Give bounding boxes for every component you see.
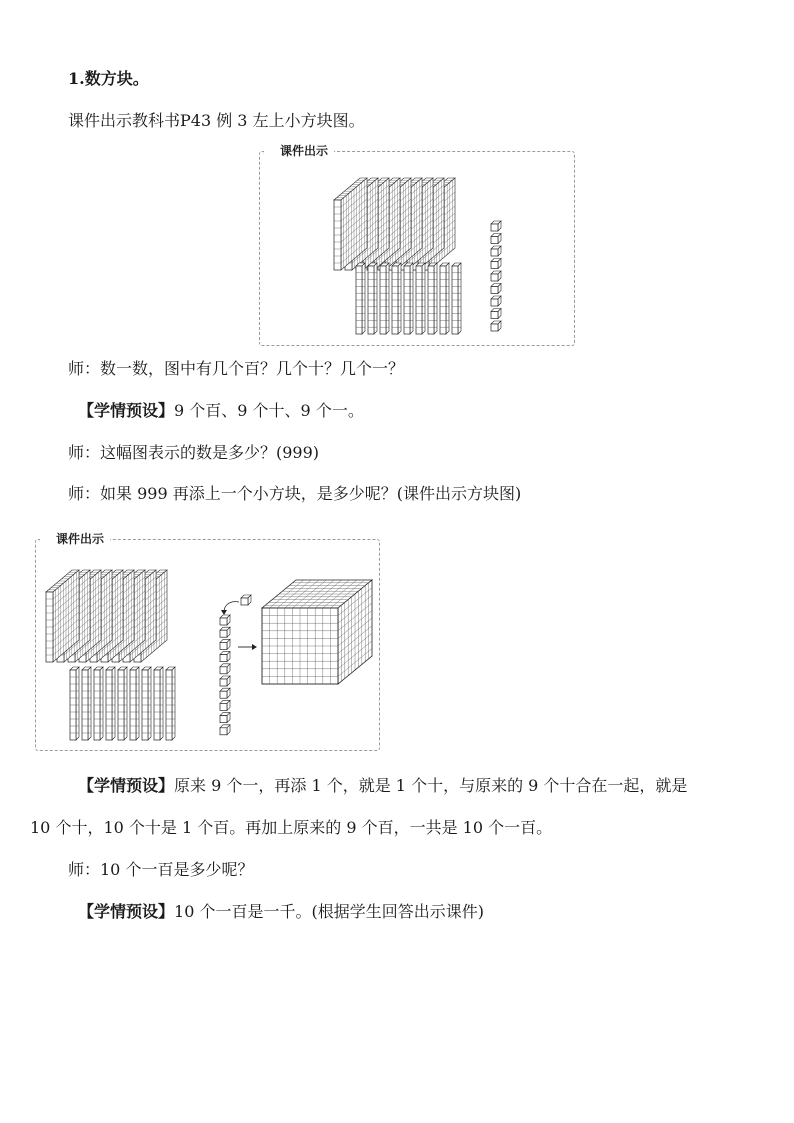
unit-cube	[491, 321, 501, 331]
answer-1-text: 9 个百、9 个十、9 个一。	[174, 401, 364, 420]
ten-rod	[106, 667, 115, 740]
unit-cube	[491, 284, 501, 294]
unit-cube	[220, 688, 230, 698]
unit-cube	[220, 639, 230, 649]
intro-text: 课件出示教科书P43 例 3 左上小方块图。	[68, 111, 365, 130]
unit-cube	[491, 246, 501, 256]
answer-2-line-2: 10 个十，10 个十是 1 个百。再加上原来的 9 个百，一共是 10 个一百。	[30, 818, 553, 837]
unit-cube	[491, 271, 501, 281]
question-1: 师：数一数，图中有几个百？几个十？几个一？	[68, 359, 405, 378]
section-title: 1.数方块。	[68, 69, 149, 88]
ten-rod	[392, 263, 401, 334]
answer-1	[78, 400, 364, 422]
unit-cube	[220, 652, 230, 662]
blocks-figure-1000	[36, 540, 379, 750]
courseware-panel-2	[35, 532, 380, 751]
ten-rod	[416, 263, 425, 334]
ten-rod	[118, 667, 127, 740]
answer-2-line-1	[78, 775, 687, 797]
ten-rod	[154, 667, 163, 740]
thousand-cube	[262, 580, 372, 684]
unit-cube	[220, 700, 230, 710]
panel-tag: 课件出示	[40, 528, 110, 550]
question-4: 师：10 个一百是多少呢？	[68, 860, 254, 879]
ten-rod	[452, 263, 461, 334]
courseware-panel-1	[259, 144, 575, 346]
preset-tag: 【学情预设】	[78, 902, 175, 921]
answer-3-text: 10 个一百是一千。(根据学生回答出示课件)	[174, 902, 484, 921]
question-3: 师：如果 999 再添上一个小方块，是多少呢？(课件出示方块图)	[68, 484, 522, 503]
added-unit-cube	[241, 595, 251, 605]
ten-rod	[130, 667, 139, 740]
answer-2-text-1: 原来 9 个一，再添 1 个，就是 1 个十，与原来的 9 个十合在一起，就是	[174, 776, 688, 795]
unit-cube	[491, 296, 501, 306]
right-arrow-icon	[238, 644, 257, 650]
unit-cube	[220, 664, 230, 674]
panel-tag: 课件出示	[264, 140, 334, 162]
ten-rod	[94, 667, 103, 740]
curved-arrow-icon	[221, 602, 239, 615]
unit-cube	[220, 627, 230, 637]
question-2: 师：这幅图表示的数是多少？(999)	[68, 443, 320, 462]
unit-cube	[491, 221, 501, 231]
ten-rod	[82, 667, 91, 740]
answer-3	[78, 901, 484, 923]
ten-rod	[166, 667, 175, 740]
ten-rod	[380, 263, 389, 334]
unit-cube	[220, 676, 230, 686]
ten-rod	[142, 667, 151, 740]
ten-rod	[368, 263, 377, 334]
unit-cube	[220, 615, 230, 625]
ten-rod	[70, 667, 79, 740]
ten-rod	[404, 263, 413, 334]
blocks-figure-999	[260, 152, 574, 345]
ten-rod	[440, 263, 449, 334]
unit-cube	[220, 713, 230, 723]
unit-cube	[491, 259, 501, 269]
ten-rod	[428, 263, 437, 334]
preset-tag: 【学情预设】	[78, 776, 175, 795]
unit-cube	[491, 309, 501, 319]
preset-tag: 【学情预设】	[78, 401, 175, 420]
unit-cube	[491, 234, 501, 244]
ten-rod	[356, 263, 365, 334]
unit-cube	[220, 725, 230, 735]
